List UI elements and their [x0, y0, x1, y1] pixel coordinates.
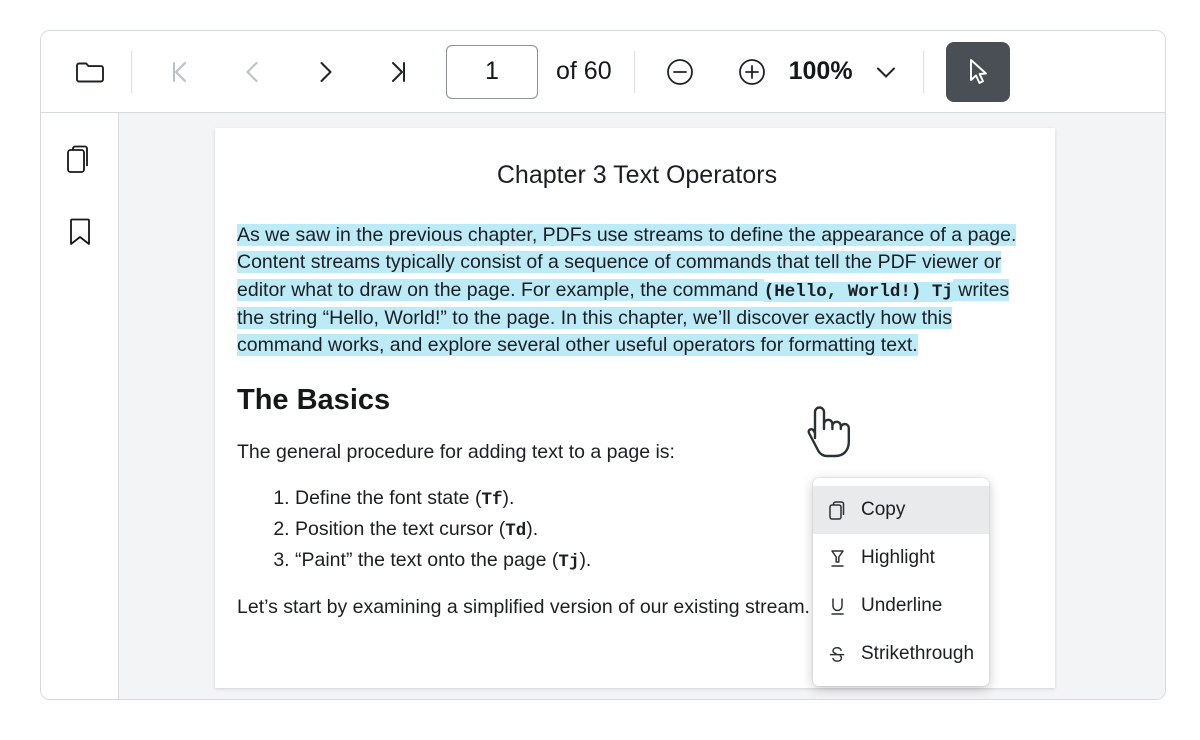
- file-tools-group: [63, 45, 117, 99]
- closing-paragraph: Let’s start by examining a simplified version of our existing stream.: [237, 596, 810, 619]
- sidebar-item-thumbnails[interactable]: [55, 135, 105, 185]
- context-menu-item-underline[interactable]: [813, 582, 989, 630]
- intro-part2: writes the string “Hello, World!” to the page. In this chapter, we’ll discover exactly how this command works, and explore several other useful operators for formatting text.: [237, 278, 1010, 357]
- step-text-before: Position the text cursor (: [295, 517, 506, 540]
- toolbar-divider-2: [634, 51, 635, 93]
- context-menu-label: Copy: [861, 499, 906, 520]
- intro-code1: (Hello, World!) Tj: [763, 281, 953, 302]
- step-code: Td: [505, 520, 527, 541]
- context-menu-label: Underline: [861, 595, 943, 616]
- chevron-left-icon[interactable]: [226, 45, 280, 99]
- context-menu-label: Strikethrough: [861, 643, 975, 664]
- plus-circle-icon[interactable]: [725, 45, 779, 99]
- intro-paragraph: [237, 222, 1037, 361]
- section-heading: The Basics: [237, 384, 391, 417]
- highlight-icon: [827, 549, 847, 568]
- page-total-label: of 60: [556, 57, 612, 85]
- page-nav-group: [154, 45, 424, 99]
- toolbar-divider-3: [923, 51, 924, 93]
- step-code: Tj: [558, 551, 580, 572]
- step-text-after: ).: [579, 548, 592, 571]
- chevron-right-icon[interactable]: [298, 45, 352, 99]
- sidebar-rail: [41, 113, 119, 700]
- step-text-before: “Paint” the text onto the page (: [295, 548, 559, 571]
- last-page-icon[interactable]: [370, 45, 424, 99]
- step-code: Tf: [481, 489, 503, 510]
- text-selection-context-menu: [813, 478, 989, 686]
- zoom-group: [653, 45, 913, 99]
- sidebar-item-bookmarks[interactable]: [55, 207, 105, 257]
- step-text-before: Define the font state (: [295, 486, 482, 509]
- page-canvas-area: [119, 113, 1165, 700]
- strikethrough-icon: [827, 645, 847, 664]
- context-menu-item-strikethrough[interactable]: [813, 630, 989, 678]
- toolbar-divider-1: [131, 51, 132, 93]
- copy-icon: [827, 501, 847, 520]
- context-menu-item-highlight[interactable]: [813, 534, 989, 582]
- intro-part1: As we saw in the previous chapter, PDFs use streams to define the appearance of a page. Content streams typically consist of a sequence of commands that tell the PDF viewer or editor what to draw on the page. For example, the command: [237, 223, 1017, 301]
- pointer-cursor-icon[interactable]: [946, 42, 1010, 102]
- folder-icon[interactable]: [63, 45, 117, 99]
- first-page-icon[interactable]: [154, 45, 208, 99]
- section-intro: The general procedure for adding text to a page is:: [237, 441, 675, 464]
- underline-icon: [827, 597, 847, 616]
- context-menu-label: Highlight: [861, 547, 935, 568]
- step-text-after: ).: [526, 517, 539, 540]
- toolbar: [41, 31, 1165, 113]
- chapter-title: Chapter 3 Text Operators: [496, 161, 778, 189]
- step-text-after: ).: [502, 486, 515, 509]
- pdf-viewer-window: [40, 30, 1166, 700]
- minus-circle-icon[interactable]: [653, 45, 707, 99]
- viewer-body: [41, 113, 1165, 700]
- chevron-down-icon[interactable]: [859, 45, 913, 99]
- page-number-input[interactable]: [446, 45, 538, 99]
- context-menu-item-copy[interactable]: [813, 486, 989, 534]
- zoom-level-label: 100%: [788, 57, 853, 85]
